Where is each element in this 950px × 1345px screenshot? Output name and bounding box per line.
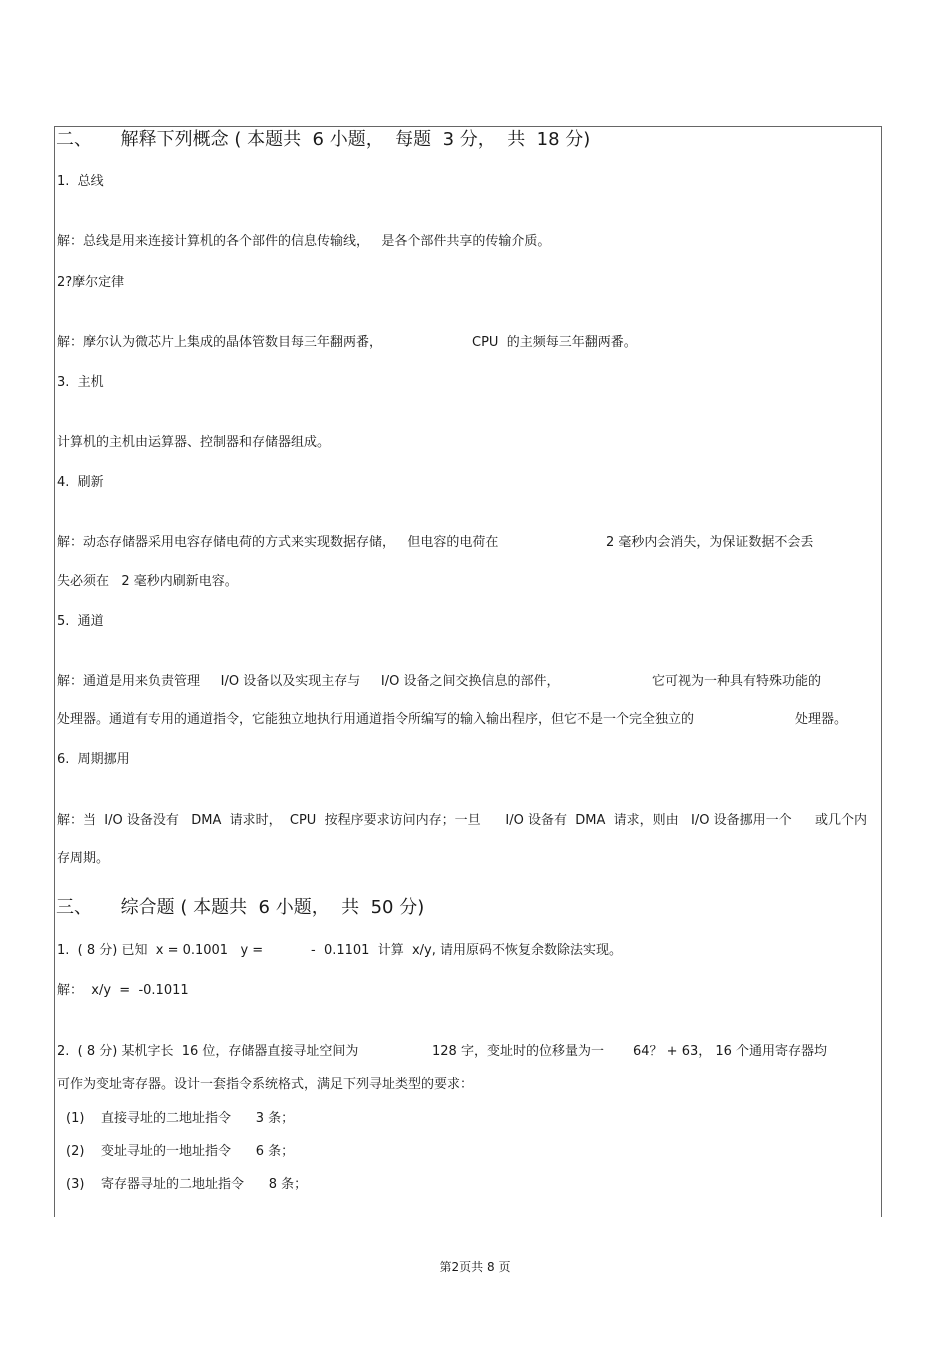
q1-text-a: 1. ( 8 分) 已知 x = 0.1001 y = xyxy=(57,943,264,958)
q2-text-b: 128 字，变址时的位移量为一 xyxy=(432,1044,604,1059)
q2-text-c: 64？ + 63， 16 个通用寄存器均 xyxy=(633,1044,828,1059)
q1-answer: 解： x/y = -0.1011 xyxy=(57,983,189,998)
item-6-answer-c: 存周期。 xyxy=(57,851,110,866)
item-6-title: 6. 周期挪用 xyxy=(57,752,130,767)
item-6-answer-b: 或几个内 xyxy=(815,813,868,828)
item-3-answer: 计算机的主机由运算器、控制器和存储器组成。 xyxy=(57,435,331,450)
page-footer: 第2页共 8 页 xyxy=(439,1260,511,1274)
q2-req-1: (1) 直接寻址的二地址指令 3 条； xyxy=(66,1111,295,1126)
q2-text-d: 可作为变址寄存器。设计一套指令系统格式，满足下列寻址类型的要求： xyxy=(57,1077,474,1092)
section-3-heading: 三、 综合题 ( 本题共 6 小题， 共 50 分) xyxy=(56,897,425,918)
item-5-answer-b: 它可视为一种具有特殊功能的 xyxy=(652,674,822,689)
item-1-title: 1. 总线 xyxy=(57,174,104,189)
item-5-title: 5. 通道 xyxy=(57,614,104,629)
item-5-answer-a: 解：通道是用来负责管理 I/O 设备以及实现主存与 I/O 设备之间交换信息的部件， xyxy=(57,674,560,689)
section-2-heading: 二、 解释下列概念 ( 本题共 6 小题， 每题 3 分， 共 18 分) xyxy=(56,129,591,150)
q2-text-a: 2. ( 8 分) 某机字长 16 位，存储器直接寻址空间为 xyxy=(57,1044,359,1059)
item-4-answer-a: 解：动态存储器采用电容存储电荷的方式来实现数据存储， 但电容的电荷在 xyxy=(57,535,499,550)
item-5-answer-c: 处理器。通道有专用的通道指令，它能独立地执行用通道指令所编写的输入输出程序，但它不是一个完全独立的 xyxy=(57,712,695,727)
item-5-answer-d: 处理器。 xyxy=(795,712,848,727)
item-4-answer-c: 失必须在 2 毫秒内刷新电容。 xyxy=(57,574,238,589)
item-2-answer-b: CPU 的主频每三年翻两番。 xyxy=(472,335,637,350)
q2-req-2: (2) 变址寻址的一地址指令 6 条； xyxy=(66,1144,295,1159)
item-1-answer: 解：总线是用来连接计算机的各个部件的信息传输线， 是各个部件共享的传输介质。 xyxy=(57,234,551,249)
item-6-answer-a: 解：当 I/O 设备没有 DMA 请求时， CPU 按程序要求访问内存；一旦 I/O 设备有 DMA 请求，则由 I/O 设备挪用一个 xyxy=(57,813,792,828)
item-2-answer-a: 解：摩尔认为微芯片上集成的晶体管数目每三年翻两番， xyxy=(57,335,383,350)
item-3-title: 3. 主机 xyxy=(57,375,104,390)
q1-text-b: - 0.1101 计算 x/y, 请用原码不恢复余数除法实现。 xyxy=(311,943,623,958)
item-4-answer-b: 2 毫秒内会消失，为保证数据不会丢 xyxy=(606,535,814,550)
item-4-title: 4. 刷新 xyxy=(57,475,104,490)
q2-req-3: (3) 寄存器寻址的二地址指令 8 条； xyxy=(66,1177,308,1192)
item-2-title: 2?摩尔定律 xyxy=(57,275,125,290)
